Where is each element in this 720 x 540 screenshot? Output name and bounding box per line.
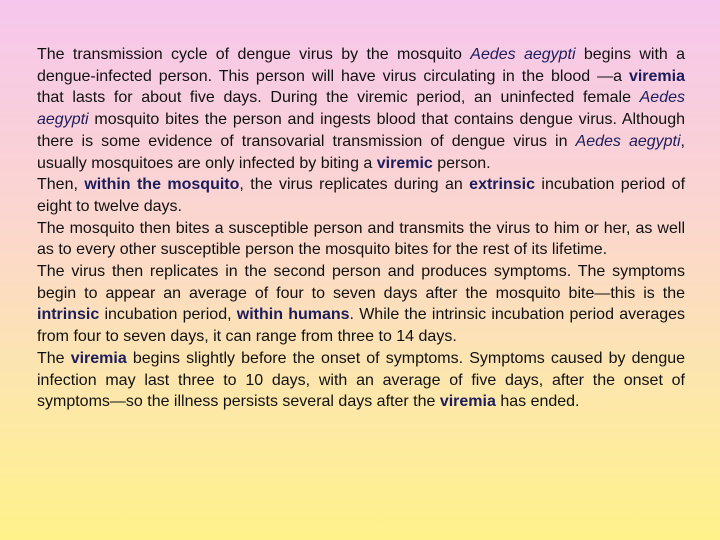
- text-run: begins slightly before the onset of symptoms. Symptoms caused by dengue infection may last three to 10 days, with an average of five days, after the onset of symptoms—so the illness persists several days after the: [37, 349, 686, 411]
- text-run: begins with a dengue-infected person. This person will have virus circulating in the blood —a: [37, 46, 685, 85]
- text-run: , usually mosquitoes are only infected by biting a: [37, 132, 685, 172]
- paragraph-4: [37, 261, 685, 348]
- highlighted-term: intrinsic: [37, 306, 100, 324]
- text-run: . While the intrinsic incubation period averages from four to seven days, it can range from three to 14 days.: [37, 306, 686, 346]
- text-run: incubation period of eight to twelve days.: [37, 176, 686, 215]
- text-run: The transmission cycle of dengue virus by the mosquito: [37, 46, 471, 63]
- text-run: has ended.: [495, 393, 580, 411]
- text-run: The virus then replicates in the second person and produces symptoms. The symptoms begin to appear an average of four to seven days after the mosquito bite—this is the: [37, 263, 685, 302]
- text-run: mosquito bites the person and ingests blood that contains dengue virus. Although there is some evidence of transovarial transmission of dengue virus in: [37, 111, 685, 150]
- highlighted-term: within humans: [236, 306, 350, 324]
- text-run: The mosquito then bites a susceptible person and transmits the virus to him or her, as well as to every other susceptible person the mosquito bites for the rest of its lifetime.: [37, 219, 685, 259]
- highlighted-term: Aedes aegypti: [470, 46, 576, 63]
- paragraph-5: [37, 348, 685, 413]
- highlighted-term: extrinsic: [469, 176, 535, 194]
- highlighted-term: viremic: [376, 154, 433, 172]
- text-run: that lasts for about five days. During the viremic period, an uninfected female: [37, 89, 640, 107]
- paragraph-1: [37, 44, 685, 174]
- text-run: Then,: [37, 176, 85, 194]
- paragraph-2: [37, 174, 685, 217]
- document-body: [37, 44, 685, 413]
- text-run: incubation period,: [99, 306, 237, 324]
- highlighted-term: viremia: [439, 393, 496, 411]
- text-run: , the virus replicates during an: [239, 176, 470, 194]
- text-run: The: [37, 349, 71, 367]
- highlighted-term: viremia: [70, 349, 127, 367]
- paragraph-3: [37, 218, 685, 261]
- highlighted-term: Aedes aegypti: [37, 89, 685, 129]
- highlighted-term: viremia: [628, 67, 685, 85]
- highlighted-term: within the mosquito: [84, 176, 240, 194]
- text-run: person.: [432, 154, 491, 172]
- highlighted-term: Aedes aegypti: [575, 132, 681, 150]
